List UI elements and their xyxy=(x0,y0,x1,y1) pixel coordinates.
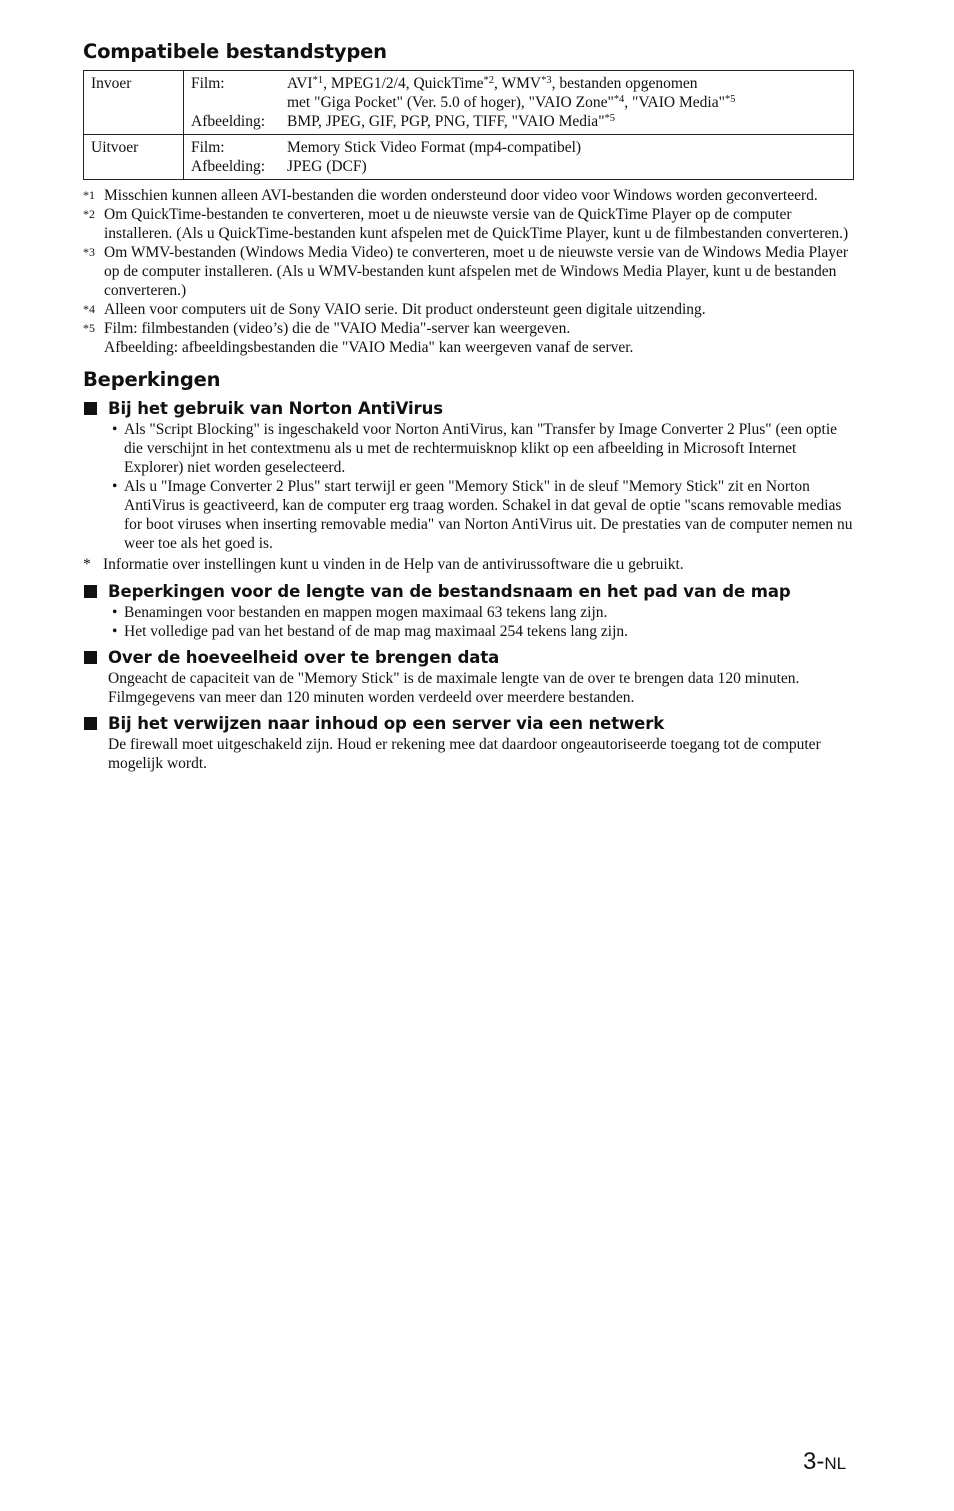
amount-text: Ongeacht de capaciteit van de "Memory Stick" is de maximale lengte van de over te brengen data 120 minuten. Filmgegevens van meer dan 120 minuten worden verdeeld over meerdere bestanden. xyxy=(108,670,800,706)
length-bullets xyxy=(83,603,855,641)
film-value: Memory Stick Video Format (mp4-compatibel) xyxy=(287,139,582,156)
table-row-invoer xyxy=(84,71,854,135)
footnote-mark: *3 xyxy=(83,245,95,259)
cell-values xyxy=(279,71,854,135)
image-label: Afbeelding: xyxy=(191,158,266,175)
beperkingen-section xyxy=(83,366,855,773)
footnote-text: Om QuickTime-bestanden te converteren, moet u de nieuwste versie van de QuickTime Player op de computer installeren. (Als u QuickTime-bestanden kunt afspelen met de QuickTime Player, kunt u de filmbestanden converteren.) xyxy=(104,206,849,242)
film-label: Film: xyxy=(191,139,225,156)
norton-bullets xyxy=(83,420,855,553)
footnotes xyxy=(83,186,855,357)
film-value: AVI$^{*1}$, MPEG1/2/4, QuickTime$^{*2}$, WMV$^{*3}$, bestanden opgenomen xyxy=(287,75,698,92)
norton-heading: Bij het gebruik van Norton AntiVirus xyxy=(83,398,855,420)
norton-subsection xyxy=(83,398,855,574)
image-value: JPEG (DCF) xyxy=(287,158,367,175)
film-value-cont: met "Giga Pocket" (Ver. 5.0 of hoger), "VAIO Zone"$^{*4}$, "VAIO Media"$^{*5}$ xyxy=(287,94,736,111)
cell-labels xyxy=(184,71,280,135)
bullet-icon: • xyxy=(112,604,118,621)
cell-category: Invoer xyxy=(84,71,184,135)
image-value: BMP, JPEG, GIF, PGP, PNG, TIFF, "VAIO Media"$^{*5}$ xyxy=(287,113,616,130)
document-page xyxy=(83,38,855,773)
image-label: Afbeelding: xyxy=(191,113,266,130)
bullet-icon: • xyxy=(112,478,118,495)
footnote-2 xyxy=(83,205,855,243)
footnote-mark: *4 xyxy=(83,302,95,316)
amount-subsection xyxy=(83,647,855,707)
footnote-text-2: Afbeelding: afbeeldingsbestanden die "VAIO Media" kan weergeven vanaf de server. xyxy=(104,339,634,356)
footnote-text: Alleen voor computers uit de Sony VAIO serie. Dit product ondersteunt geen digitale uitzending. xyxy=(104,301,706,318)
list-item: • Het volledige pad van het bestand of de map mag maximaal 254 tekens lang zijn. xyxy=(112,623,629,640)
square-bullet-icon xyxy=(84,651,97,664)
footnote-mark: *5 xyxy=(83,321,95,335)
compat-title: Compatibele bestandstypen xyxy=(83,40,387,63)
footnote-text: Om WMV-bestanden (Windows Media Video) te converteren, moet u de nieuwste versie van de Windows Media Player op de computer installeren. (Als u WMV-bestanden kunt afspelen met de Windows Media Player, kunt u de bestanden converteren.) xyxy=(104,244,849,299)
footnote-mark: *2 xyxy=(83,207,95,221)
square-bullet-icon xyxy=(84,717,97,730)
network-heading: Bij het verwijzen naar inhoud op een server via een netwerk xyxy=(83,713,855,735)
cell-category: Uitvoer xyxy=(84,135,184,180)
length-subsection xyxy=(83,581,855,641)
footnote-4 xyxy=(83,300,855,319)
footnote-text: Film: filmbestanden (video’s) die de "VAIO Media"-server kan weergeven. xyxy=(104,320,571,337)
footnote-1 xyxy=(83,186,855,205)
cell-labels xyxy=(184,135,280,180)
note-text: Informatie over instellingen kunt u vinden in de Help van de antivirussoftware die u gebruikt. xyxy=(103,556,684,573)
length-heading: Beperkingen voor de lengte van de bestandsnaam en het pad van de map xyxy=(83,581,855,603)
network-text: De firewall moet uitgeschakeld zijn. Houd er rekening mee dat daardoor ongeautoriseerde toegang tot de computer mogelijk wordt. xyxy=(108,736,821,772)
network-subsection xyxy=(83,713,855,773)
amount-heading: Over de hoeveelheid over te brengen data xyxy=(83,647,855,669)
footnote-3 xyxy=(83,243,855,300)
bullet-icon: • xyxy=(112,623,118,640)
list-item: • Benamingen voor bestanden en mappen mogen maximaal 63 tekens lang zijn. xyxy=(112,604,608,621)
film-label: Film: xyxy=(191,75,225,92)
compat-table xyxy=(83,70,854,180)
footnote-text: Misschien kunnen alleen AVI-bestanden die worden ondersteund door video voor Windows worden geconverteerd. xyxy=(104,187,818,204)
table-row-uitvoer xyxy=(84,135,854,180)
bullet-icon: • xyxy=(112,421,118,438)
cell-values xyxy=(279,135,854,180)
square-bullet-icon xyxy=(84,585,97,598)
footnote-mark: *1 xyxy=(83,188,95,202)
page-number: 3-NL xyxy=(803,1448,847,1475)
norton-note xyxy=(83,555,855,574)
list-item: • Als u "Image Converter 2 Plus" start terwijl er geen "Memory Stick" in de sleuf "Memory Stick" zit en Norton AntiVirus is geactiveerd, kan de computer erg traag worden. Schakel in dat geval de optie "scans removable medias for boot viruses when inserting removable media" van Norton AntiVirus uit. De prestaties van de computer nemen nu weer toe als het goed is. xyxy=(112,478,853,552)
square-bullet-icon xyxy=(84,402,97,415)
list-item: • Als "Script Blocking" is ingeschakeld voor Norton AntiVirus, kan "Transfer by Image Converter 2 Plus" (een optie die verschijnt in het contextmenu als u met de rechtermuisknop klikt op een afbeelding in Microsoft Internet Explorer) niet worden geselecteerd. xyxy=(112,421,838,476)
beperkingen-title: Beperkingen xyxy=(83,368,221,391)
footnote-5 xyxy=(83,319,855,357)
note-mark: * xyxy=(83,556,91,573)
